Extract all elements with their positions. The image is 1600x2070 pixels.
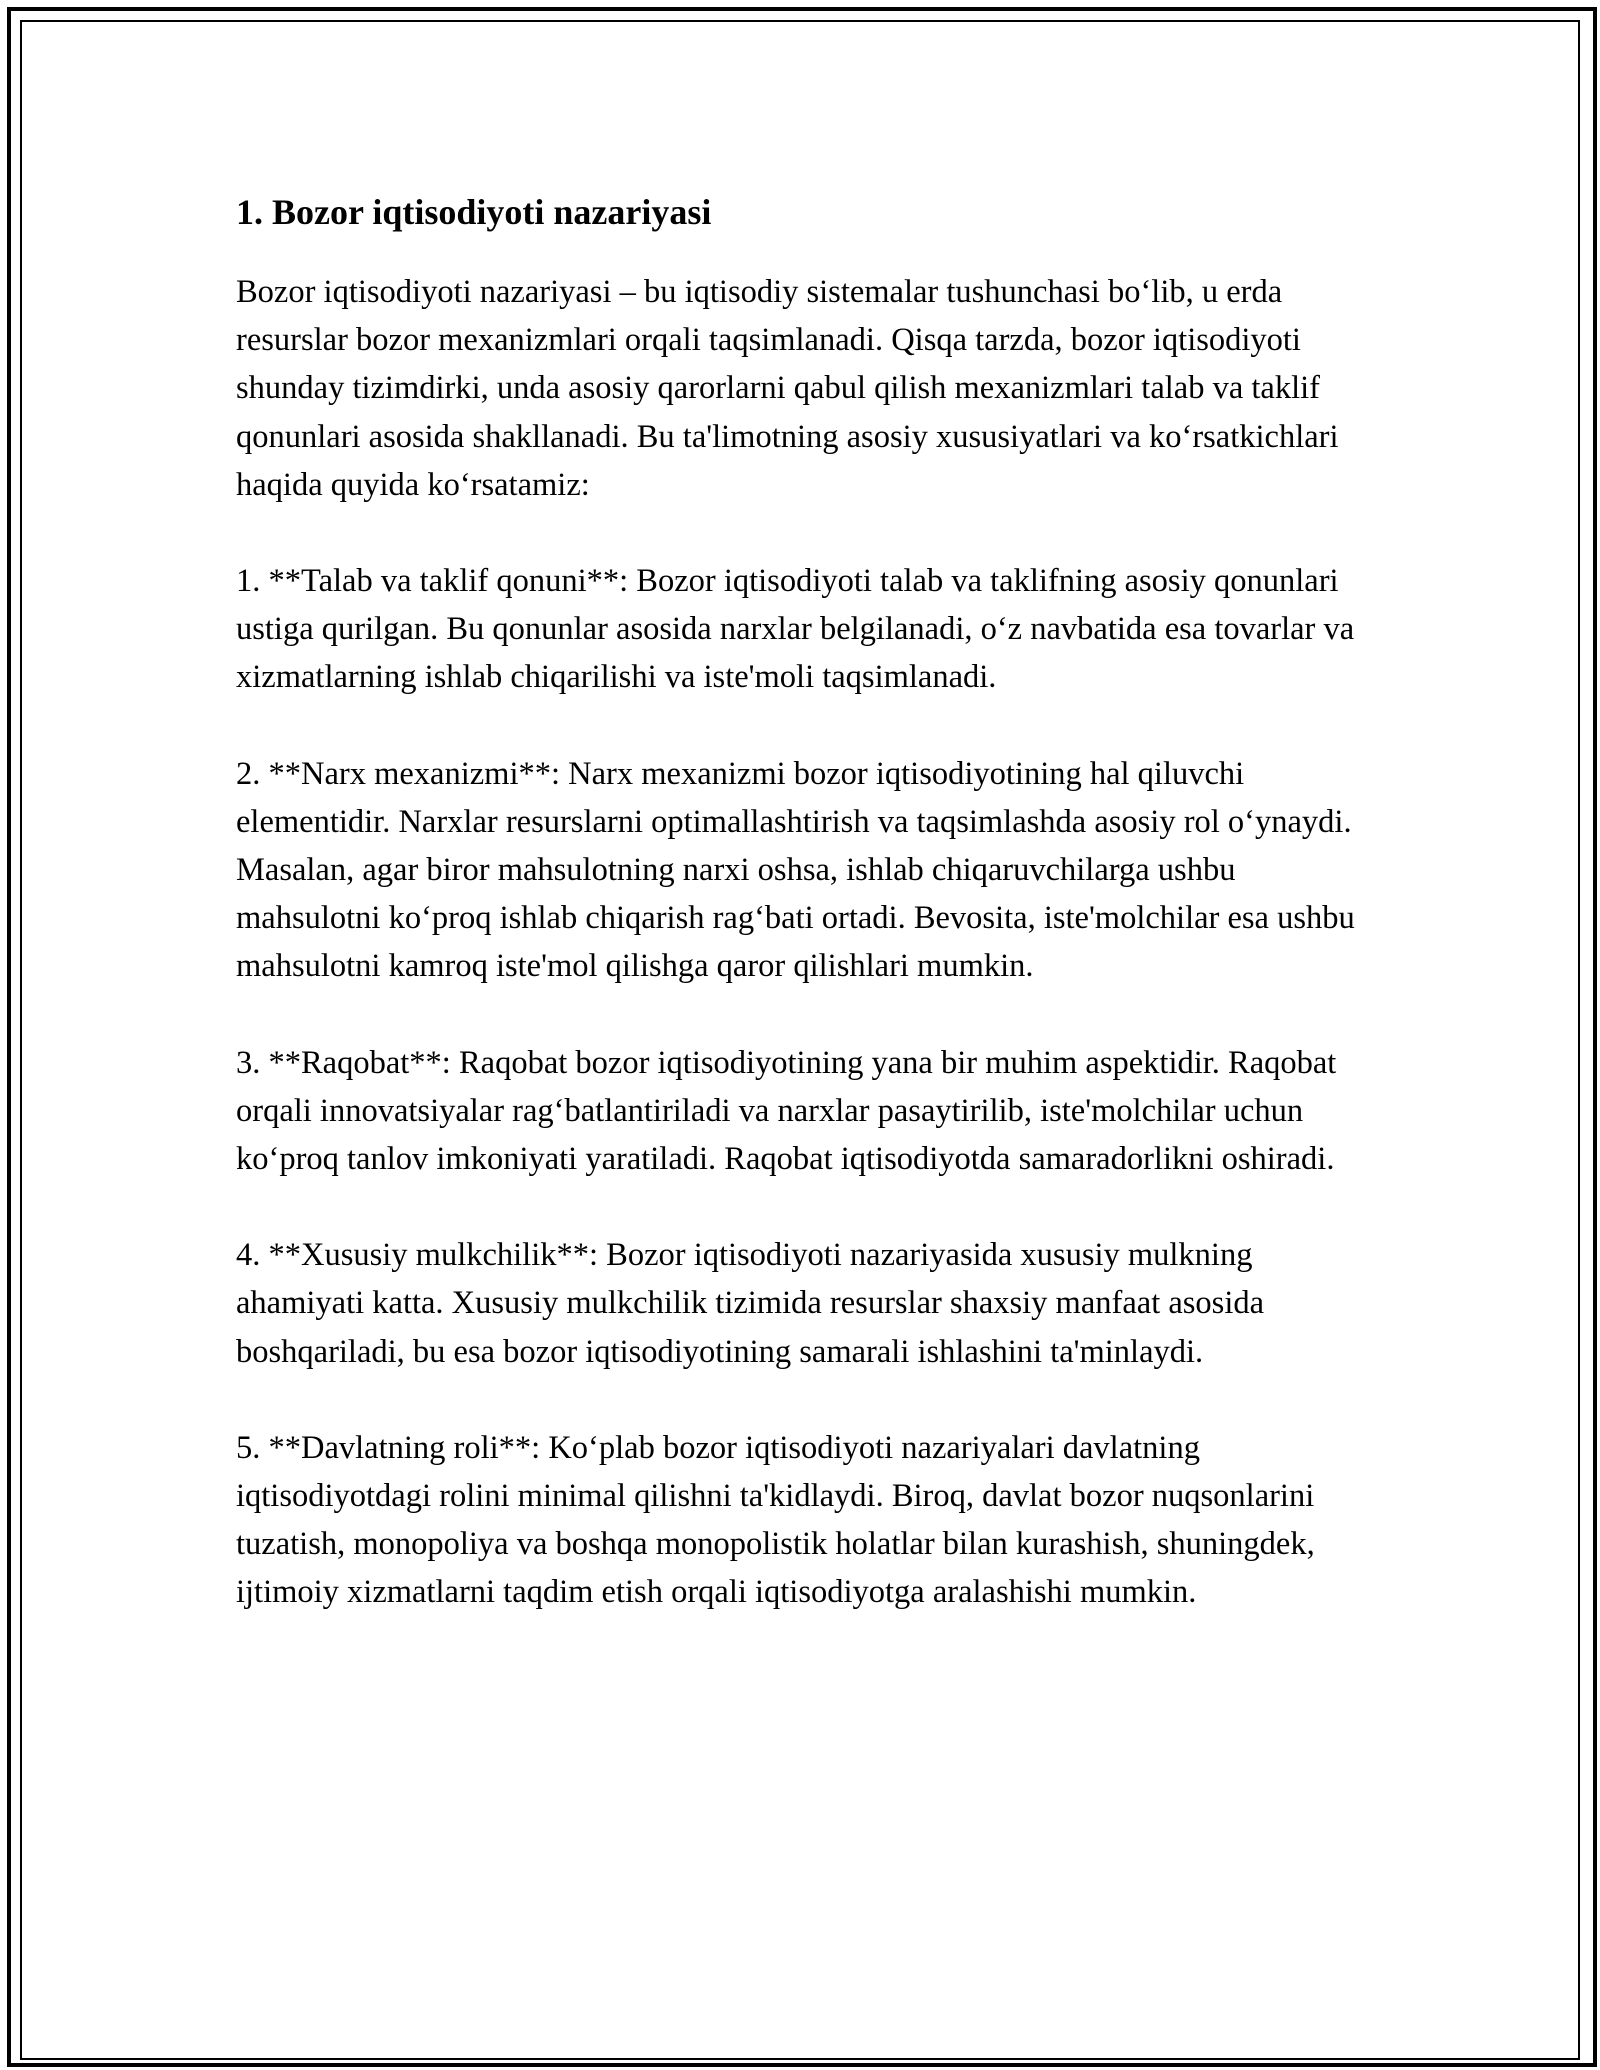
list-item-state-role: 5. **Davlatning roli**: Ko‘plab bozor iqtisodiyoti nazariyalari davlatning iqtisodiyotdagi rolini minimal qilishni ta'kidlaydi. Biroq, davlat bozor nuqsonlarini tuzatish, monopoliya va boshqa monopolistik holatlar bilan kurashish, shuningdek, ijtimoiy xizmatlarni taqdim etish orqali iqtisodiyotga aralashishi mumkin. [236,1429,1315,1611]
list-item-supply-demand: 1. **Talab va taklif qonuni**: Bozor iqtisodiyoti talab va taklifning asosiy qonunlari ustiga qurilgan. Bu qonunlar asosida narxlar belgilanadi, o‘z navbatida esa tovarlar va xizmatlarning ishlab chiqarilishi va iste'moli taqsimlanadi. [236,563,1355,696]
list-item-private-property: 4. **Xususiy mulkchilik**: Bozor iqtisodiyoti nazariyasida xususiy mulkning ahamiyati katta. Xususiy mulkchilik tizimida resurslar shaxsiy manfaat asosida boshqariladi, bu esa bozor iqtisodiyotining samarali ishlashini ta'minlaydi. [236,1237,1265,1370]
section-heading: 1. Bozor iqtisodiyoti nazariyasi [236,192,712,232]
intro-paragraph: Bozor iqtisodiyoti nazariyasi – bu iqtisodiy sistemalar tushunchasi bo‘lib, u erda resurslar bozor mexanizmlari orqali taqsimlanadi. Qisqa tarzda, bozor iqtisodiyoti shunday tizimdirki, unda asosiy qarorlarni qabul qilish mexanizmlari talab va taklif qonunlari asosida shakllanadi. Bu ta'limotning asosiy xususiyatlari va ko‘rsatkichlari haqida quyida ko‘rsatamiz: [236,274,1339,503]
list-item-price-mechanism: 2. **Narx mexanizmi**: Narx mexanizmi bozor iqtisodiyotining hal qiluvchi elementidir. Narxlar resurslarni optimallashtirish va taqsimlashda asosiy rol o‘ynaydi. Masalan, agar biror mahsulotning narxi oshsa, ishlab chiqaruvchilarga ushbu mahsulotni ko‘proq ishlab chiqarish rag‘bati ortadi. Bevosita, iste'molchilar esa ushbu mahsulotni kamroq iste'mol qilishga qaror qilishlari mumkin. [236,755,1355,985]
document-body [236,186,1376,1665]
list-item-competition: 3. **Raqobat**: Raqobat bozor iqtisodiyotining yana bir muhim aspektidir. Raqobat orqali innovatsiyalar rag‘batlantiriladi va narxlar pasaytirilib, iste'molchilar uchun ko‘proq tanlov imkoniyati yaratiladi. Raqobat iqtisodiyotda samaradorlikni oshiradi. [236,1044,1337,1178]
